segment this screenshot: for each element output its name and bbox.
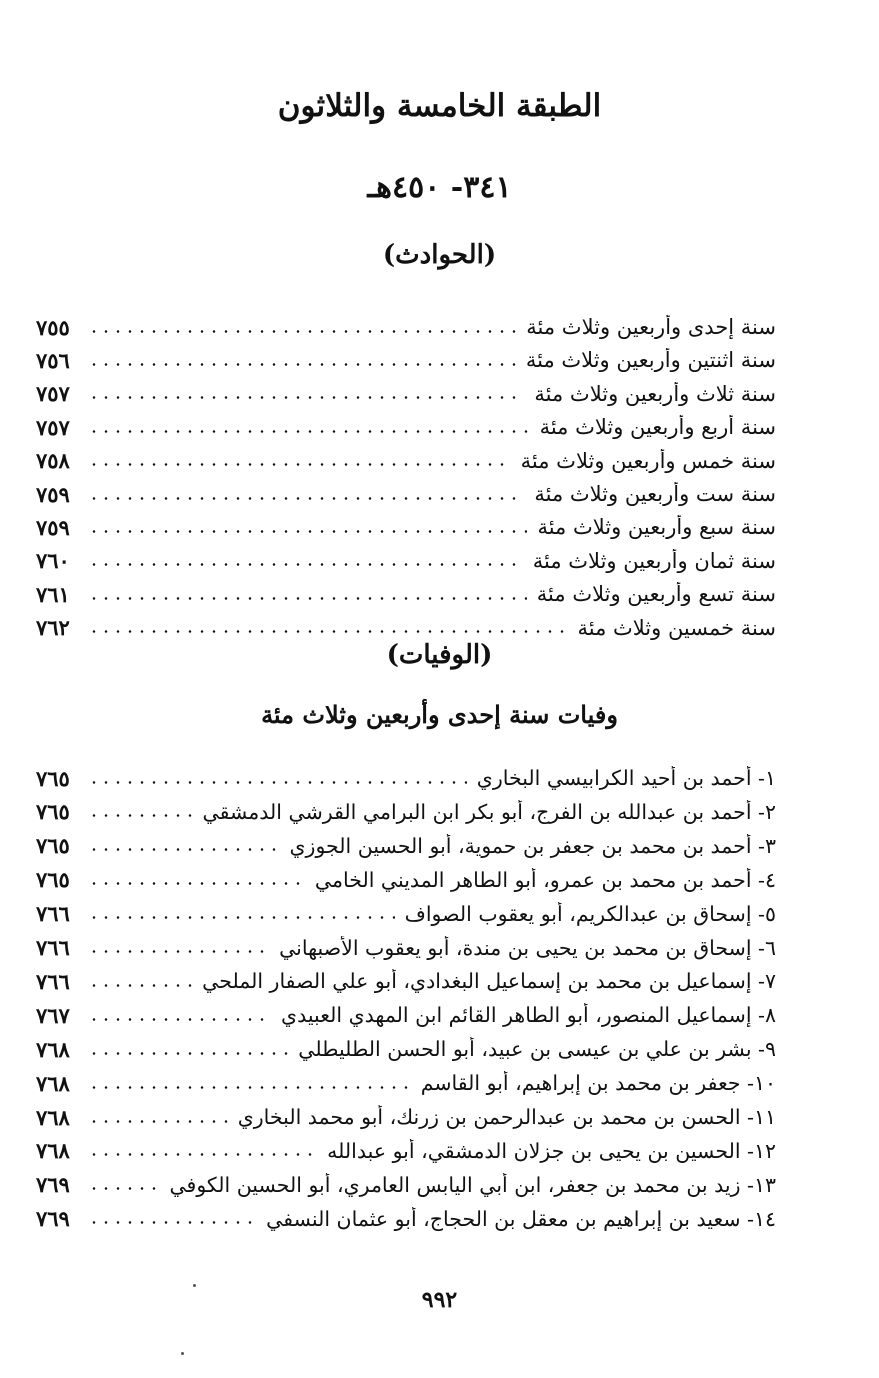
entry-page-number: ٧٦٩ <box>36 1206 70 1232</box>
toc-entry <box>36 797 776 827</box>
entry-label: سنة أربع وأربعين وثلاث مئة <box>539 415 776 440</box>
dot-leader <box>88 1052 288 1055</box>
entry-label: ٧- إسماعيل بن محمد بن إسماعيل البغدادي، أبو علي الصفار الملحي <box>202 969 776 994</box>
entry-page-number: ٧٥٩ <box>36 481 70 507</box>
dot-leader <box>88 950 269 953</box>
dot-leader <box>88 530 527 533</box>
toc-entry <box>36 865 776 895</box>
entry-page-number: ٧٦٢ <box>36 615 70 641</box>
entry-page-number: ٧٦٦ <box>36 968 70 994</box>
entry-label: ٤- أحمد بن محمد بن عمرو، أبو الطاهر المديني الخامي <box>314 867 776 892</box>
entry-page-number: ٧٥٥ <box>36 314 70 340</box>
entry-label: ١٣- زيد بن محمد بن جعفر، ابن أبي اليابس العامري، أبو الحسين الكوفي <box>169 1172 776 1197</box>
entry-label: سنة ست وأربعين وثلاث مئة <box>534 482 776 506</box>
entry-page-number: ٧٦٩ <box>36 1172 70 1198</box>
toc-entry <box>36 512 776 542</box>
toc-entry <box>36 379 776 409</box>
entry-page-number: ٧٥٦ <box>36 347 70 373</box>
entry-page-number: ٧٥٩ <box>36 514 70 540</box>
dot-leader <box>88 630 567 633</box>
toc-entry <box>36 546 776 576</box>
deaths-heading: (الوفيات) <box>386 640 493 670</box>
toc-entry <box>36 899 776 929</box>
toc-entry <box>36 831 776 861</box>
toc-entry <box>36 1102 776 1132</box>
page-number: ٩٩٢ <box>421 1287 458 1313</box>
dot-leader <box>88 1018 271 1021</box>
entry-page-number: ٧٥٧ <box>36 381 70 407</box>
entry-label: ٣- أحمد بن محمد بن جعفر بن حموية، أبو الحسين الجوزي <box>289 833 776 858</box>
entry-label: ٢- أحمد بن عبدالله بن الفرج، أبو بكر ابن البرامي القرشي الدمشقي <box>202 799 776 824</box>
events-list <box>36 312 776 642</box>
entry-page-number: ٧٦٥ <box>36 765 70 791</box>
toc-entry <box>36 579 776 609</box>
toc-entry <box>36 1000 776 1030</box>
toc-entry <box>36 1136 776 1166</box>
dot-leader <box>88 848 280 851</box>
entry-page-number: ٧٦٦ <box>36 935 70 960</box>
entry-label: ٦- إسحاق بن محمد بن يحيى بن مندة، أبو يعقوب الأصبهاني <box>279 935 776 960</box>
entry-page-number: ٧٦٦ <box>36 901 70 927</box>
toc-entry <box>36 1170 776 1200</box>
entry-label: ٨- إسماعيل المنصور، أبو الطاهر القائم ابن المهدي العبيدي <box>281 1003 776 1028</box>
entry-label: سنة ثمان وأربعين وثلاث مئة <box>532 548 776 573</box>
dot-leader <box>88 814 193 817</box>
toc-entry <box>36 345 776 375</box>
toc-entry <box>36 933 776 963</box>
dot-leader <box>88 463 511 466</box>
entry-label: ١- أحمد بن أحيد الكرابيسي البخاري <box>476 766 776 790</box>
dot-leader <box>88 1187 159 1190</box>
dot-leader <box>88 1153 317 1156</box>
dot-leader <box>88 563 523 566</box>
toc-entry <box>36 966 776 996</box>
toc-entry <box>36 613 776 643</box>
hijri-range: ٣٤١- ٤٥٠هـ <box>367 170 512 205</box>
entry-page-number: ٧٦٧ <box>36 1002 70 1028</box>
entry-page-number: ٧٦٨ <box>36 1138 70 1164</box>
toc-entry <box>36 446 776 476</box>
page-title: الطبقة الخامسة والثلاثون <box>277 88 602 124</box>
dot-leader <box>88 497 524 500</box>
entry-page-number: ٧٦١ <box>36 581 70 607</box>
entry-label: ٥- إسحاق بن عبدالكريم، أبو يعقوب الصواف <box>404 901 776 926</box>
dot-leader <box>88 597 527 600</box>
entry-page-number: ٧٦٥ <box>36 833 70 859</box>
scan-speck <box>193 1284 196 1287</box>
dot-leader <box>88 781 467 784</box>
dot-leader <box>88 984 192 987</box>
entry-label: ٩- بشر بن علي بن عيسى بن عبيد، أبو الحسن الطليطلي <box>298 1037 776 1062</box>
entry-label: سنة ثلاث وأربعين وثلاث مئة <box>534 381 776 406</box>
toc-entry <box>36 412 776 442</box>
entry-label: سنة خمسين وثلاث مئة <box>577 615 776 640</box>
entry-page-number: ٧٦٨ <box>36 1070 70 1096</box>
entry-label: سنة تسع وأربعين وثلاث مئة <box>536 582 776 607</box>
dot-leader <box>88 430 530 433</box>
entry-page-number: ٧٦٨ <box>36 1036 70 1062</box>
toc-entry <box>36 763 776 793</box>
dot-leader <box>88 1086 411 1089</box>
entry-label: ١١- الحسن بن محمد بن عبدالرحمن بن زرنك، أبو محمد البخاري <box>237 1105 776 1129</box>
entry-page-number: ٧٦٨ <box>36 1104 70 1130</box>
dot-leader <box>88 916 395 919</box>
dot-leader <box>88 1120 228 1123</box>
dot-leader <box>88 363 516 366</box>
entry-label: ١٢- الحسين بن يحيى بن جزلان الدمشقي، أبو عبدالله <box>327 1138 776 1163</box>
entry-page-number: ٧٦٥ <box>36 799 70 825</box>
toc-entry <box>36 479 776 509</box>
scan-speck <box>181 1352 184 1355</box>
toc-entry <box>36 1034 776 1064</box>
toc-entry <box>36 1068 776 1098</box>
entry-page-number: ٧٥٨ <box>36 448 70 474</box>
dot-leader <box>88 1221 256 1224</box>
dot-leader <box>88 396 524 399</box>
entry-label: ١٠- جعفر بن محمد بن إبراهيم، أبو القاسم <box>420 1071 776 1096</box>
dot-leader <box>88 330 516 333</box>
toc-entry <box>36 1204 776 1234</box>
entry-page-number: ٧٦٠ <box>36 548 70 574</box>
entry-label: ١٤- سعيد بن إبراهيم بن معقل بن الحجاج، أبو عثمان النسفي <box>266 1206 776 1231</box>
deaths-list <box>36 763 776 1233</box>
dot-leader <box>88 882 305 885</box>
events-heading: (الحوادث) <box>382 240 497 270</box>
entry-page-number: ٧٥٧ <box>36 414 70 440</box>
toc-entry <box>36 312 776 342</box>
entry-label: سنة اثنتين وأربعين وثلاث مئة <box>525 348 776 373</box>
entry-label: سنة خمس وأربعين وثلاث مئة <box>520 448 776 473</box>
entry-label: سنة سبع وأربعين وثلاث مئة <box>537 515 776 540</box>
entry-label: سنة إحدى وأربعين وثلاث مئة <box>526 315 776 339</box>
deaths-subheading: وفيات سنة إحدى وأربعين وثلاث مئة <box>261 700 618 729</box>
entry-page-number: ٧٦٥ <box>36 867 70 893</box>
